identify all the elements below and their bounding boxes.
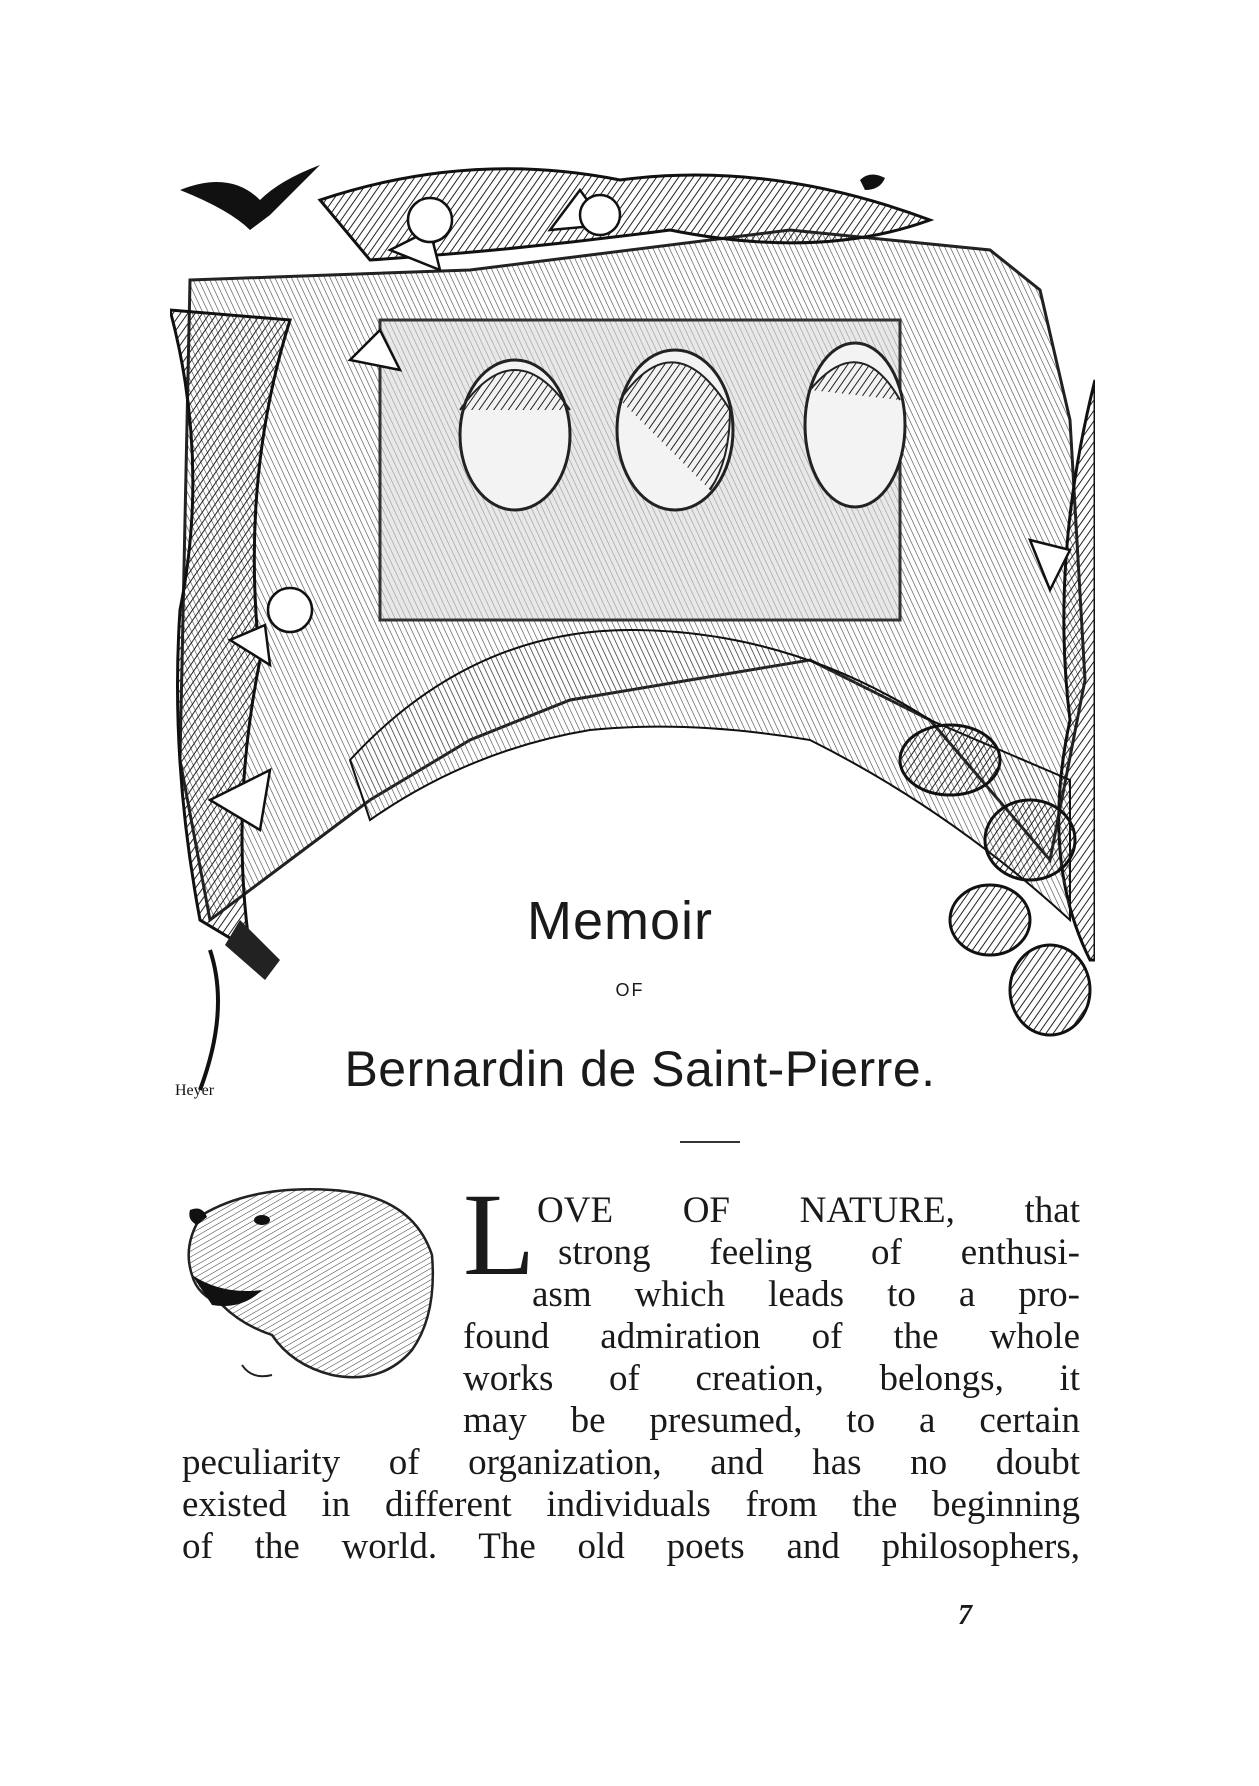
of-label: OF (615, 980, 645, 1000)
dog-head-icon (182, 1175, 442, 1390)
text-line: existed in different individuals from the beginning (182, 1484, 1080, 1525)
page-number: 7 (958, 1600, 972, 1631)
memoir-title: Memoir (526, 891, 713, 951)
engraver-signature: Heyer (175, 1082, 215, 1099)
text-line: strong feeling of enthusi- (558, 1232, 1080, 1273)
text-line: works of creation, belongs, it (463, 1358, 1080, 1399)
drop-cap: L (463, 1169, 536, 1300)
text-line: peculiarity of organization, and has no doubt (182, 1442, 1080, 1483)
text-line: of the world. The old poets and philosophers, (182, 1526, 1080, 1567)
text-line: found admiration of the whole (463, 1316, 1080, 1357)
text-line: may be presumed, to a certain (463, 1400, 1080, 1441)
text-line: OVE OF NATURE, that (537, 1190, 1080, 1231)
title-divider (680, 1141, 740, 1143)
foliage-relief-icon (170, 160, 1095, 1120)
text-line: asm which leads to a pro- (532, 1274, 1080, 1315)
header-engraving (170, 160, 1095, 1120)
subject-name: Bernardin de Saint-Pierre. (344, 1041, 936, 1097)
